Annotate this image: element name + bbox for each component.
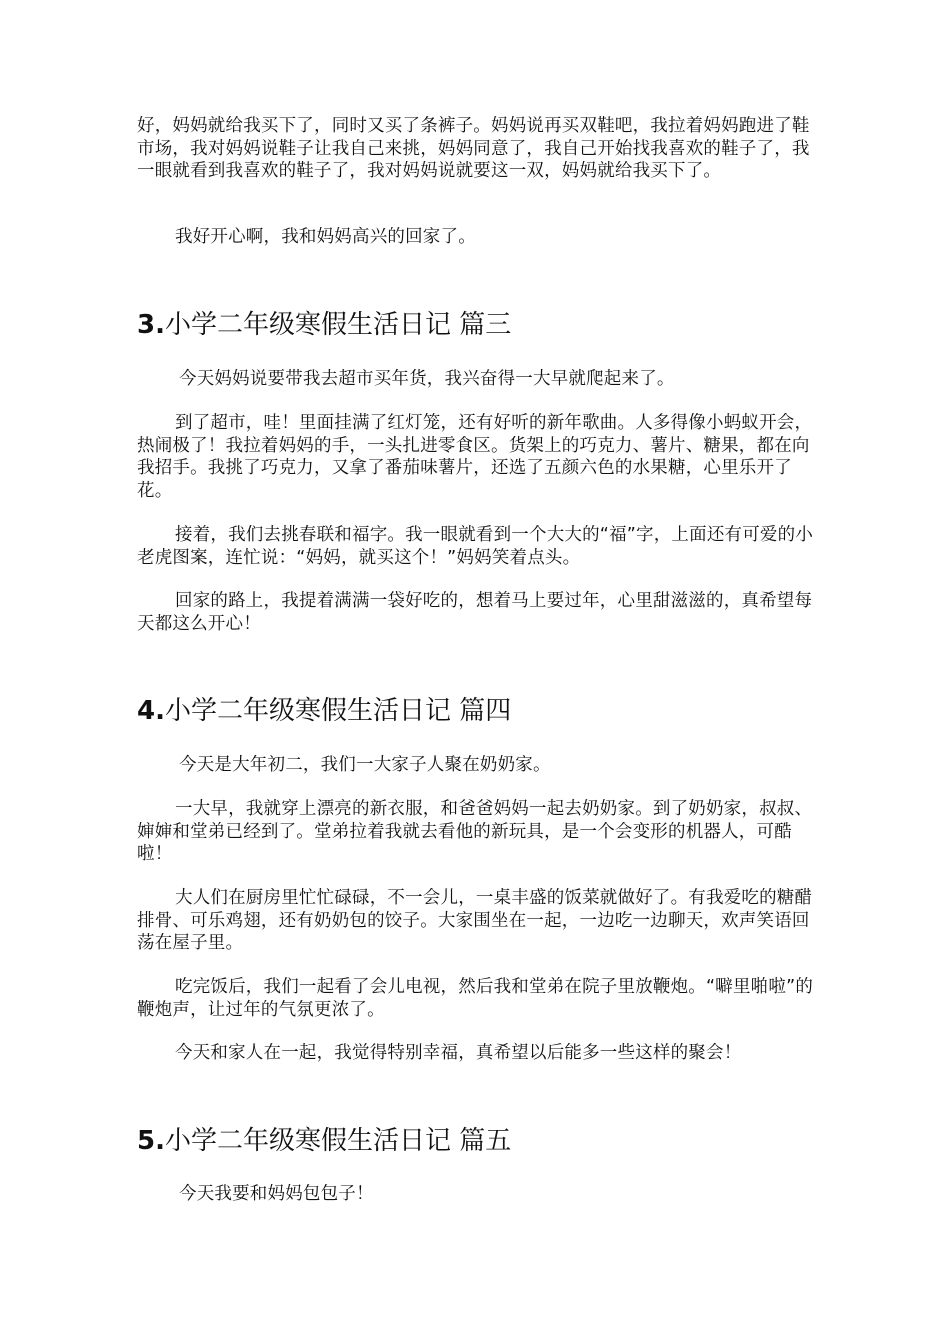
- paragraph: 今天是大年初二，我们一大家子人聚在奶奶家。: [179, 755, 551, 775]
- paragraph: 一大早，我就穿上漂亮的新衣服，和爸爸妈妈一起去奶奶家。到了奶奶家，叔叔、婶婶和堂弟已经到了。堂弟拉着我就去看他的新玩具，是一个会变形的机器人，可酷啦！: [137, 799, 813, 864]
- section-number: 4.: [137, 696, 165, 726]
- paragraph: 今天妈妈说要带我去超市买年货，我兴奋得一大早就爬起来了。: [179, 369, 675, 389]
- section-title: 小学二年级寒假生活日记 篇四: [164, 696, 512, 726]
- paragraph: 今天我要和妈妈包包子！: [179, 1184, 374, 1204]
- paragraph: 吃完饭后，我们一起看了会儿电视，然后我和堂弟在院子里放鞭炮。“噼里啪啦”的鞭炮声，让过年的气氛更浓了。: [137, 977, 814, 1020]
- section-number: 3.: [137, 310, 165, 340]
- paragraph: 好，妈妈就给我买下了，同时又买了条裤子。妈妈说再买双鞋吧，我拉着妈妈跑进了鞋市场，我对妈妈说鞋子让我自己来挑，妈妈同意了，我自己开始找我喜欢的鞋子了，我一眼就看到我喜欢的鞋子了，我对妈妈说就要这一双，妈妈就给我买下了。: [137, 116, 810, 181]
- paragraph: 今天和家人在一起，我觉得特别幸福，真希望以后能多一些这样的聚会！: [175, 1043, 742, 1063]
- paragraph: 到了超市，哇！里面挂满了红灯笼，还有好听的新年歌曲。人多得像小蚂蚁开会，热闹极了！我拉着妈妈的手，一头扎进零食区。货架上的巧克力、薯片、糖果，都在向我招手。我挑了巧克力，又拿了番茄味薯片，还选了五颜六色的水果糖，心里乐开了花。: [137, 413, 813, 501]
- paragraph: 大人们在厨房里忙忙碌碌，不一会儿，一桌丰盛的饭菜就做好了。有我爱吃的糖醋排骨、可乐鸡翅，还有奶奶包的饺子。大家围坐在一起，一边吃一边聊天，欢声笑语回荡在屋子里。: [137, 888, 813, 953]
- section-number: 5.: [137, 1126, 165, 1156]
- paragraph: 接着，我们去挑春联和福字。我一眼就看到一个大大的“福”字，上面还有可爱的小老虎图案，连忙说：“妈妈，就买这个！”妈妈笑着点头。: [137, 525, 814, 568]
- section-heading: [137, 695, 511, 727]
- paragraph: 回家的路上，我提着满满一袋好吃的，想着马上要过年，心里甜滋滋的，真希望每天都这么开心！: [137, 591, 813, 634]
- section-heading: [137, 309, 511, 341]
- section-heading: [137, 1125, 511, 1157]
- section-title: 小学二年级寒假生活日记 篇三: [164, 310, 512, 340]
- section-title: 小学二年级寒假生活日记 篇五: [164, 1126, 512, 1156]
- paragraph: 我好开心啊，我和妈妈高兴的回家了。: [175, 227, 476, 247]
